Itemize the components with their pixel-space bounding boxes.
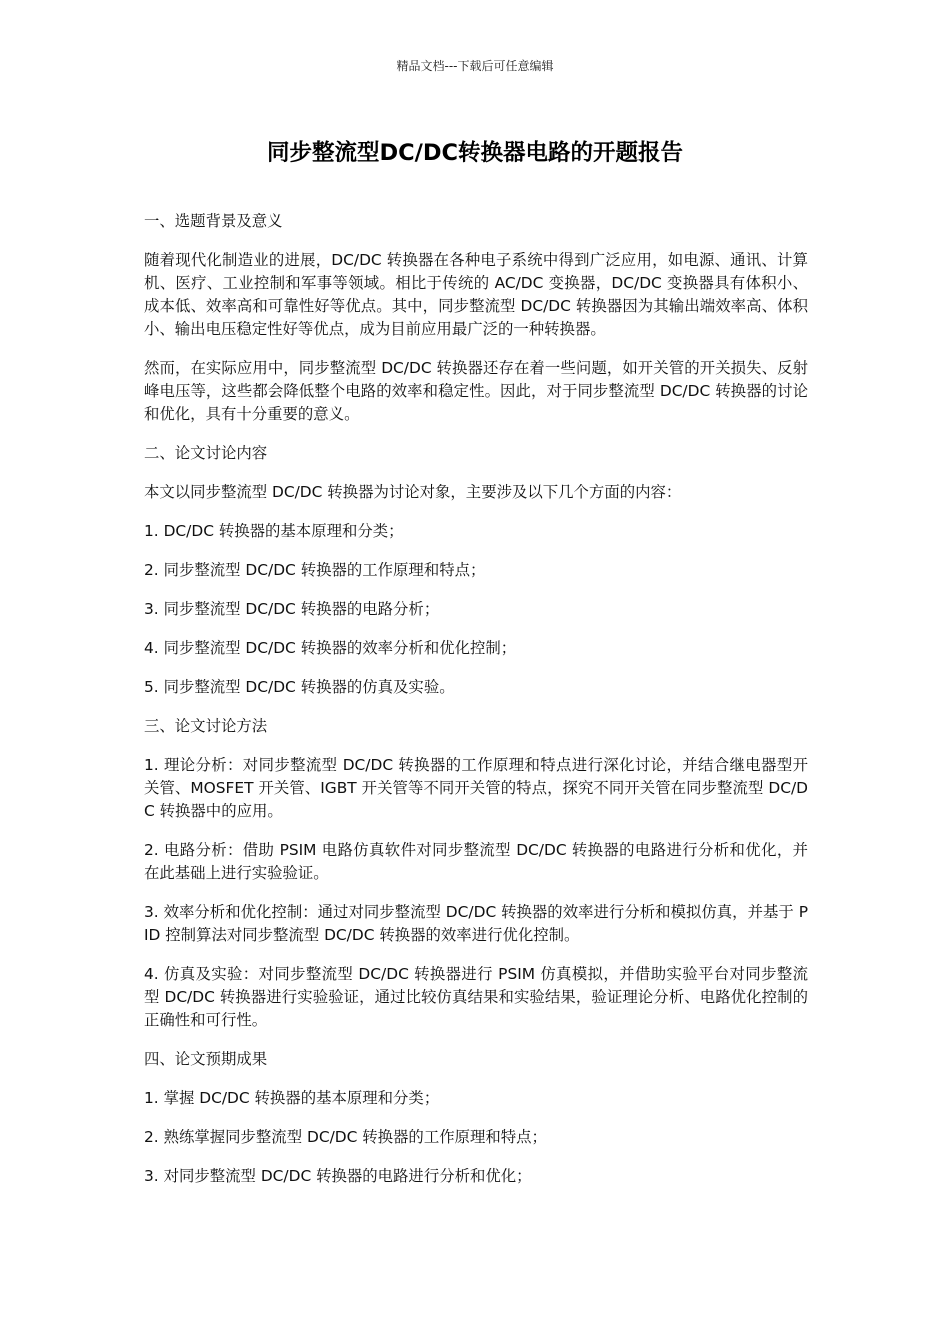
page-header-note: 精品文档---下载后可任意编辑 [396,59,554,73]
list-item: 4. 同步整流型 DC/DC 转换器的效率分析和优化控制； [144,639,517,657]
list-item: 2. 同步整流型 DC/DC 转换器的工作原理和特点； [144,561,486,579]
section-heading-outcomes: 四、论文预期成果 [144,1050,268,1068]
list-item: 5. 同步整流型 DC/DC 转换器的仿真及实验。 [144,678,455,696]
section-heading-methods: 三、论文讨论方法 [144,717,268,735]
list-item: 3. 同步整流型 DC/DC 转换器的电路分析； [144,600,440,618]
list-item: 1. DC/DC 转换器的基本原理和分类； [144,522,404,540]
list-item: 1. 理论分析：对同步整流型 DC/DC 转换器的工作原理和特点进行深化讨论，并结合继电器型开关管、MOSFET 开关管、IGBT 开关管等不同开关管的特点，探究不同开关管在同步整流型 DC/DC 转换器中的应用。 [144,756,808,820]
list-item: 4. 仿真及实验：对同步整流型 DC/DC 转换器进行 PSIM 仿真模拟，并借助实验平台对同步整流型 DC/DC 转换器进行实验验证，通过比较仿真结果和实验结果，验证理论分析、电路优化控制的正确性和可行性。 [144,965,808,1029]
body-paragraph: 随着现代化制造业的进展，DC/DC 转换器在各种电子系统中得到广泛应用，如电源、通讯、计算机、医疗、工业控制和军事等领域。相比于传统的 AC/DC 变换器，DC/DC 变换器具有体积小、成本低、效率高和可靠性好等优点。其中，同步整流型 DC/DC 转换器因为其输出端效率高、体积小、输出电压稳定性好等优点，成为目前应用最广泛的一种转换器。 [144,251,808,338]
list-item: 3. 效率分析和优化控制：通过对同步整流型 DC/DC 转换器的效率进行分析和模拟仿真，并基于 PID 控制算法对同步整流型 DC/DC 转换器的效率进行优化控制。 [144,903,808,944]
section-heading-background: 一、选题背景及意义 [144,212,283,230]
list-item: 2. 电路分析：借助 PSIM 电路仿真软件对同步整流型 DC/DC 转换器的电路进行分析和优化，并在此基础上进行实验验证。 [144,841,808,882]
document-body [144,210,808,1204]
body-paragraph: 然而，在实际应用中，同步整流型 DC/DC 转换器还存在着一些问题，如开关管的开关损失、反射峰电压等，这些都会降低整个电路的效率和稳定性。因此，对于同步整流型 DC/DC 转换器的讨论和优化，具有十分重要的意义。 [144,359,808,423]
body-paragraph: 本文以同步整流型 DC/DC 转换器为讨论对象，主要涉及以下几个方面的内容： [144,483,682,501]
document-title: 同步整流型DC/DC转换器电路的开题报告 [266,140,684,166]
list-item: 2. 熟练掌握同步整流型 DC/DC 转换器的工作原理和特点； [144,1128,547,1146]
section-heading-content: 二、论文讨论内容 [144,444,268,462]
list-item: 1. 掌握 DC/DC 转换器的基本原理和分类； [144,1089,440,1107]
list-item: 3. 对同步整流型 DC/DC 转换器的电路进行分析和优化； [144,1167,532,1185]
